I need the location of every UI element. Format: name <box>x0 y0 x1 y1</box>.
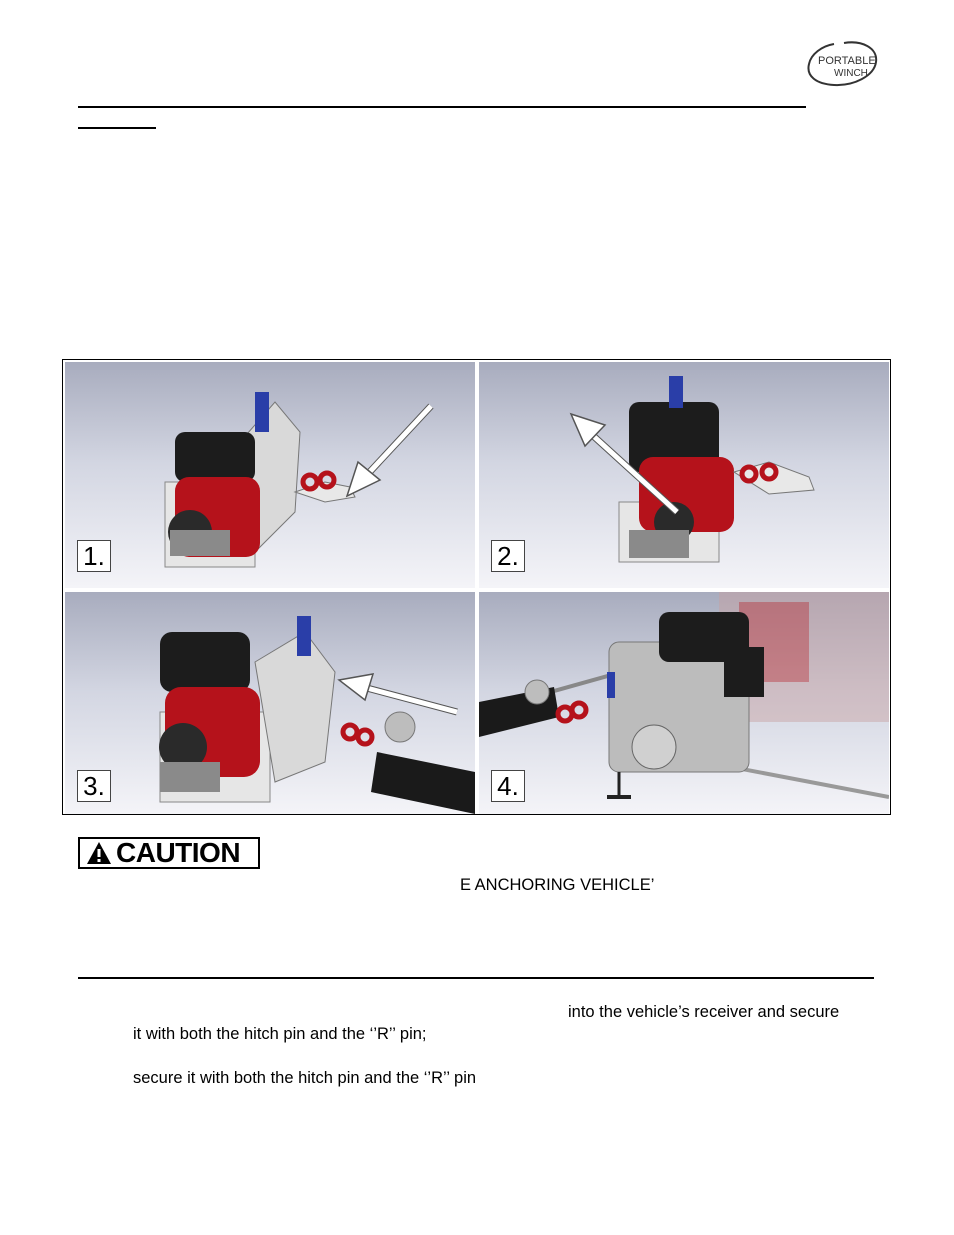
section-rule <box>78 977 874 979</box>
logo-text-bottom: WINCH <box>834 68 868 79</box>
figure-panel-3 <box>65 592 475 814</box>
step-label-2: 2. <box>491 540 525 572</box>
winch-illustration-3 <box>65 592 475 814</box>
installation-figure <box>62 359 891 815</box>
caution-badge <box>78 837 260 869</box>
instruction-line-3: secure it with both the hitch pin and the ‘’R’’ pin <box>133 1069 477 1087</box>
caution-text-fragment: E ANCHORING VEHICLE’ <box>460 876 655 894</box>
winch-illustration-1 <box>65 362 475 588</box>
heading-underline <box>78 127 156 129</box>
figure-panel-1 <box>65 362 475 588</box>
step-label-4: 4. <box>491 770 525 802</box>
winch-illustration-2 <box>479 362 889 588</box>
portable-winch-logo <box>804 40 880 88</box>
caution-label: CAUTION <box>116 837 241 868</box>
figure-panel-4 <box>479 592 889 814</box>
step-label-1: 1. <box>77 540 111 572</box>
heading-rule <box>78 106 806 108</box>
warning-triangle-icon <box>86 841 112 865</box>
step-label-3: 3. <box>77 770 111 802</box>
logo-text-top: PORTABLE <box>818 55 876 67</box>
figure-panel-2 <box>479 362 889 588</box>
instruction-line-2: it with both the hitch pin and the ‘’R’’ pin; <box>133 1025 427 1043</box>
winch-illustration-4 <box>479 592 889 814</box>
instruction-line-1: into the vehicle’s receiver and secure <box>568 1003 840 1021</box>
